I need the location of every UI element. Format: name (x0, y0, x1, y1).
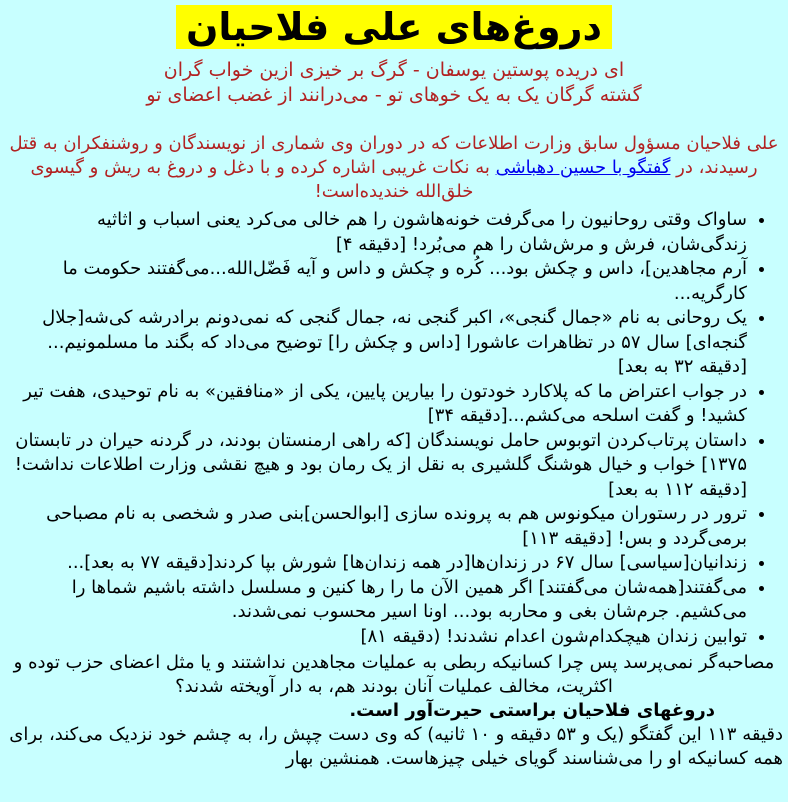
title-highlight: دروغ‌های علی فلاحیان (176, 5, 612, 49)
list-item: • ساواک وقتی روحانیون را می‌گرفت خونه‌هاشون را هم خالی می‌کرد یعنی اسباب و اثاثیه زندگی‌شان، فرش و مرش‌شان را هم می‌بُرد! [دقیقه ۴] (9, 208, 747, 257)
page-title (5, 0, 783, 56)
list-item: • در جواب اعتراض ما که پلاکارد خودتون را بیارین پایین، یکی از «منافقین» به نام توحیدی، هفت تیر کشید! و گفت اسلحه می‌کشم...[دقیقه ۳۴] (9, 380, 747, 429)
list-item: • زندانیان[سیاسی] سال ۶۷ در زندان‌ها[در همه زندان‌ها] شورش بپا کردند[دقیقه ۷۷ به بعد]... (9, 551, 747, 576)
closing-question: مصاحبه‌گر نمی‌پرسد پس چرا کسانیکه ربطی به عملیات مجاهدین نداشتند و یا مثل اعضای حزب توده و اکثریت، مخالف عملیات آنان بودند هم، به دار آویخته شدند؟ (13, 652, 775, 697)
lies-list (5, 208, 783, 649)
intro-text-after-link: به نکات غریبی اشاره کرده و با دغل و دروغ به ریش و گیسوی خلق‌الله خندیده‌است! (30, 157, 496, 202)
intro-paragraph (5, 132, 783, 204)
final-note: دقیقه ۱۱۳ این گفتگو (یک و ۵۳ دقیقه و ۱۰ ثانیه) که وی دست چپش را، به چشم خود نزدیک می‌کند، برای همه کسانیکه او را می‌شناسند گویای خیلی چیزهاست. همنشین بهار (9, 724, 783, 769)
list-item: • ترور در رستوران میکونوس هم به پرونده سازی [ابوالحسن]بنی صدر و شخصی به نام مصباحی برمی‌گردد و بس! [دقیقه ۱۱۳] (9, 502, 747, 551)
interview-link[interactable]: گفتگو با حسین دهباشی (495, 157, 671, 178)
list-item: • یک روحانی به نام «جمال گنجی»، اکبر گنجی نه، جمال گنجی که نمی‌دونم برادرشه کی‌شه[جلال گنجه‌ای] سال ۵۷ در تظاهرات عاشورا [داس و چکش را] توضیح می‌داد که بگند ما مسلمونیم...[دقیقه ۳۲ به بعد] (9, 306, 747, 380)
poem-block (5, 58, 783, 108)
poem-line-1: ای دریده پوستین یوسفان - گرگ بر خیزی ازین خواب گران (163, 59, 625, 81)
list-item: • داستان پرتاب‌کردن اتوبوس حامل نویسندگان [که راهی ارمنستان بودند، در گردنه حیران در تابستان ۱۳۷۵] خواب و خیال هوشنگ گلشیری به نقل از یک رمان بود و هیچ نقشی وزارت اطلاعات نداشت! [دقیقه ۱۱۲ به بعد] (9, 429, 747, 503)
list-item: • توابین زندان هیچکدام‌شون اعدام نشدند! (دقیقه ۸۱] (9, 625, 747, 650)
intro-text-before-link: علی فلاحیان مسؤول سابق وزارت اطلاعات که در دوران وی شماری از نویسندگان و روشنفکران به قتل رسیدند، در (9, 133, 779, 178)
list-item: • آرم مجاهدین]، داس و چکش بود... کُره و چکش و داس و آیه فَضّل‌الله...می‌گفتند حکومت ما کارگریه... (9, 257, 747, 306)
bold-statement: دروغهای فلاحیان براستی حیرت‌آور است. (349, 700, 715, 721)
poem-line-2: گشته گرگان یک به یک خوهای تو - می‌درانند از غضب اعضای تو (146, 84, 642, 106)
list-item: • می‌گفتند[همه‌شان می‌گفتند] اگر همین الآن ما را رها کنین و مسلسل داشته باشیم شماها را می‌کشیم. جرم‌شان بغی و محاربه بود... اونا اسیر محسوب نمی‌شدند. (9, 576, 747, 625)
